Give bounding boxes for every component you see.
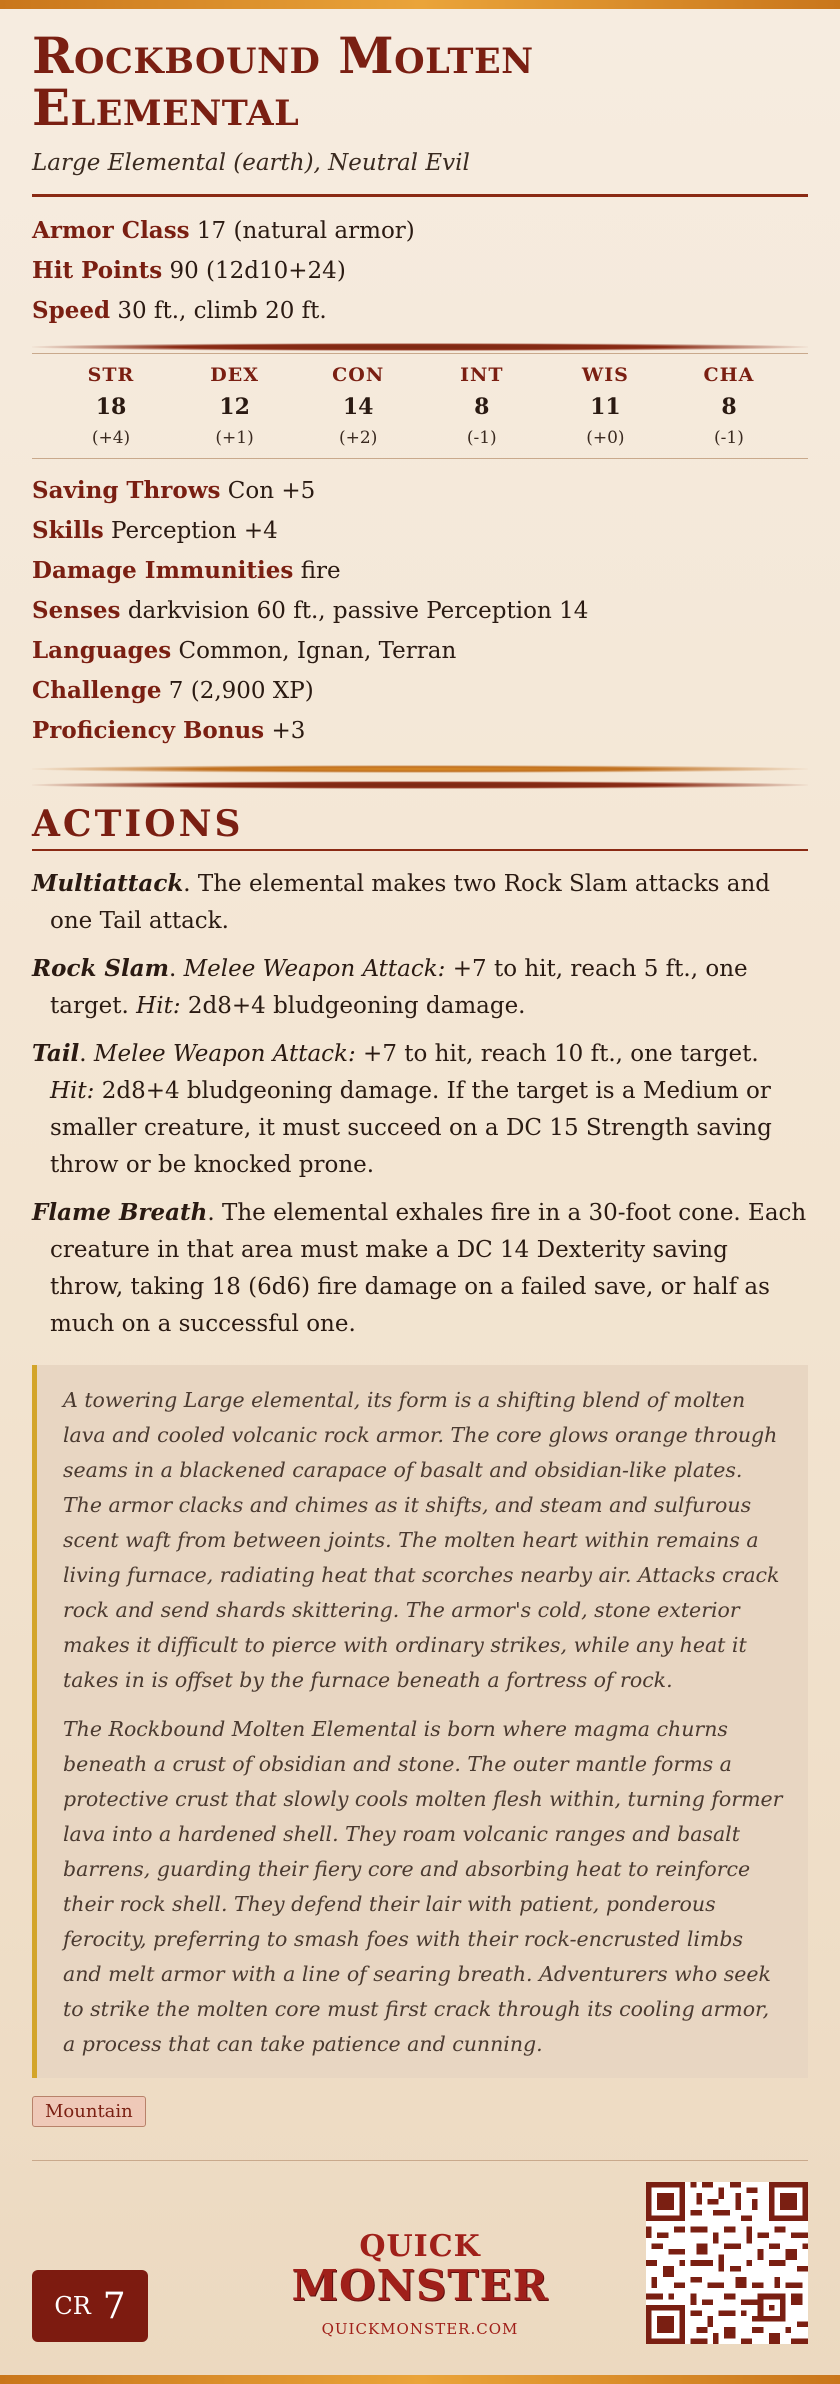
action-rock-slam: Rock Slam. Melee Weapon Attack: +7 to hit, reach 5 ft., one target. Hit: 2d8+4 bludgeoning damage. xyxy=(32,955,748,1019)
senses-value: darkvision 60 ft., passive Perception 14 xyxy=(127,598,589,624)
proficiency-label: Proficiency Bonus xyxy=(32,717,265,744)
footer-divider xyxy=(32,2160,808,2161)
ability-wis xyxy=(550,364,660,448)
ability-mod: (+0) xyxy=(586,428,625,448)
ability-score: 18 xyxy=(95,394,127,420)
divider xyxy=(32,849,808,851)
footer xyxy=(32,2160,808,2370)
action-flame-breath: Flame Breath. The elemental exhales fire in a 30-foot cone. Each creature in that area must make a DC 14 Dexterity saving throw, taking 18 (6d6) fire damage on a failed save, or half as much on a successful one. xyxy=(32,1199,807,1337)
speed-row xyxy=(32,291,808,331)
saving-throws-label: Saving Throws xyxy=(32,477,221,504)
damage-immunities-value: fire xyxy=(300,558,341,584)
armor-class-row xyxy=(32,211,808,251)
quickmonster-logo[interactable] xyxy=(280,2230,560,2338)
hit-points-label: Hit Points xyxy=(32,257,163,284)
cr-label: CR xyxy=(54,2292,91,2320)
proficiency-row xyxy=(32,711,808,751)
languages-row xyxy=(32,631,808,671)
skills-label: Skills xyxy=(32,517,104,544)
taper-divider xyxy=(32,781,808,789)
cr-badge xyxy=(32,2270,148,2342)
attack-type: Melee Weapon Attack: xyxy=(93,1041,356,1067)
damage-immunities-label: Damage Immunities xyxy=(32,557,294,584)
languages-label: Languages xyxy=(32,637,172,664)
ability-score: 14 xyxy=(342,394,374,420)
armor-class-value: 17 (natural armor) xyxy=(196,218,415,244)
action-text: 2d8+4 bludgeoning damage. If the target is a Medium or smaller creature, it must succeed on a DC 15 Strength saving throw or be knocked prone. xyxy=(50,1078,772,1178)
action-text: +7 to hit, reach 10 ft., one target. xyxy=(355,1041,759,1067)
thin-divider xyxy=(32,458,808,459)
challenge-row xyxy=(32,671,808,711)
lore-box xyxy=(32,1365,808,2078)
ability-str xyxy=(56,364,166,448)
hit-label: Hit: xyxy=(50,1078,95,1104)
logo-url: QUICKMONSTER.COM xyxy=(321,2320,519,2338)
ability-scores xyxy=(32,354,808,458)
ability-label: DEX xyxy=(210,364,259,386)
logo-line1: QUICK xyxy=(359,2229,481,2264)
taper-divider xyxy=(32,343,808,351)
stat-block xyxy=(32,26,808,2127)
ability-int xyxy=(427,364,537,448)
saving-throws-value: Con +5 xyxy=(227,478,316,504)
ability-mod: (-1) xyxy=(714,428,744,448)
action-text: +7 to hit, reach 5 ft., one target. xyxy=(50,956,748,1019)
action-text: The elemental makes two Rock Slam attacks and one Tail attack. xyxy=(50,871,771,934)
taper-divider xyxy=(32,765,808,773)
ability-score: 8 xyxy=(474,394,490,420)
action-multiattack: Multiattack. The elemental makes two Rock Slam attacks and one Tail attack. xyxy=(32,870,771,934)
hit-points-value: 90 (12d10+24) xyxy=(169,258,346,284)
ability-label: STR xyxy=(87,364,135,386)
ability-score: 8 xyxy=(721,394,737,420)
cr-value: 7 xyxy=(102,2285,126,2327)
damage-immunities-row xyxy=(32,551,808,591)
action-name: Flame Breath xyxy=(32,1199,208,1226)
ability-mod: (+2) xyxy=(339,428,378,448)
armor-class-label: Armor Class xyxy=(32,217,190,244)
action-text: The elemental exhales fire in a 30-foot cone. Each creature in that area must make a DC 14 Dexterity saving throw, taking 18 (6d6) fire damage on a failed save, or half as much on a successful one. xyxy=(50,1200,807,1337)
action-text: 2d8+4 bludgeoning damage. xyxy=(180,993,526,1019)
challenge-value: 7 (2,900 XP) xyxy=(168,678,314,704)
detail-stats xyxy=(32,471,808,751)
languages-value: Common, Ignan, Terran xyxy=(178,638,457,664)
attack-type: Melee Weapon Attack: xyxy=(183,956,446,982)
challenge-label: Challenge xyxy=(32,677,162,704)
saving-throws-row xyxy=(32,471,808,511)
monster-type-line: Large Elemental (earth), Neutral Evil xyxy=(32,150,470,176)
ability-mod: (-1) xyxy=(466,428,497,448)
monster-name: Rockbound Molten Elemental xyxy=(32,26,534,137)
ability-con xyxy=(303,364,413,448)
core-stats xyxy=(32,211,808,331)
ability-mod: (+1) xyxy=(215,428,254,448)
speed-value: 30 ft., climb 20 ft. xyxy=(117,298,327,324)
environment-tag[interactable]: Mountain xyxy=(32,2096,146,2127)
top-border xyxy=(0,0,840,9)
lore-paragraph: The Rockbound Molten Elemental is born where magma churns beneath a crust of obsidian and stone. The outer mantle forms a protective crust that slowly cools molten flesh within, turning former lava into a hardened shell. They roam volcanic ranges and basalt barrens, guarding their fiery core and absorbing heat to reinforce their rock shell. They defend their lair with patient, ponderous ferocity, preferring to smash foes with their rock-encrusted limbs and melt armor with a line of searing breath. Adventurers who seek to strike the molten core must first crack through its cooling armor, a process that can take patience and cunning. xyxy=(63,1717,783,2056)
ability-dex xyxy=(180,364,290,448)
divider xyxy=(32,194,808,197)
action-name: Rock Slam xyxy=(32,955,169,982)
skills-value: Perception +4 xyxy=(111,518,278,544)
ability-label: CON xyxy=(332,364,385,386)
action-name: Multiattack xyxy=(32,870,184,897)
action-tail: Tail. Melee Weapon Attack: +7 to hit, reach 10 ft., one target. Hit: 2d8+4 bludgeoning damage. If the target is a Medium or smaller creature, it must succeed on a DC 15 Strength saving throw or be knocked prone. xyxy=(32,1040,772,1178)
ability-score: 11 xyxy=(590,394,621,420)
ability-score: 12 xyxy=(219,394,250,420)
ability-mod: (+4) xyxy=(91,428,131,448)
proficiency-value: +3 xyxy=(271,718,306,744)
action-name: Tail xyxy=(32,1040,80,1067)
actions-heading: ACTIONS xyxy=(32,803,244,845)
qr-code-icon[interactable] xyxy=(646,2182,808,2344)
hit-label: Hit: xyxy=(136,993,181,1019)
ability-label: INT xyxy=(460,364,504,386)
ability-label: CHA xyxy=(703,364,755,386)
senses-row xyxy=(32,591,808,631)
hit-points-row xyxy=(32,251,808,291)
ability-label: WIS xyxy=(581,364,629,386)
skills-row xyxy=(32,511,808,551)
ability-cha xyxy=(674,364,784,448)
lore-paragraph: A towering Large elemental, its form is a shifting blend of molten lava and cooled volcanic rock armor. The core glows orange through seams in a blackened carapace of basalt and obsidian-like plates. The armor clacks and chimes as it shifts, and steam and sulfurous scent waft from between joints. The molten heart within remains a living furnace, radiating heat that scorches nearby air. Attacks crack rock and send shards skittering. The armor's cold, stone exterior makes it difficult to pierce with ordinary strikes, while any heat it takes in is offset by the furnace beneath a fortress of rock. xyxy=(63,1388,780,1692)
senses-label: Senses xyxy=(32,597,121,624)
speed-label: Speed xyxy=(32,297,111,324)
bottom-border xyxy=(0,2375,840,2384)
logo-line2: MONSTER xyxy=(291,2261,549,2310)
